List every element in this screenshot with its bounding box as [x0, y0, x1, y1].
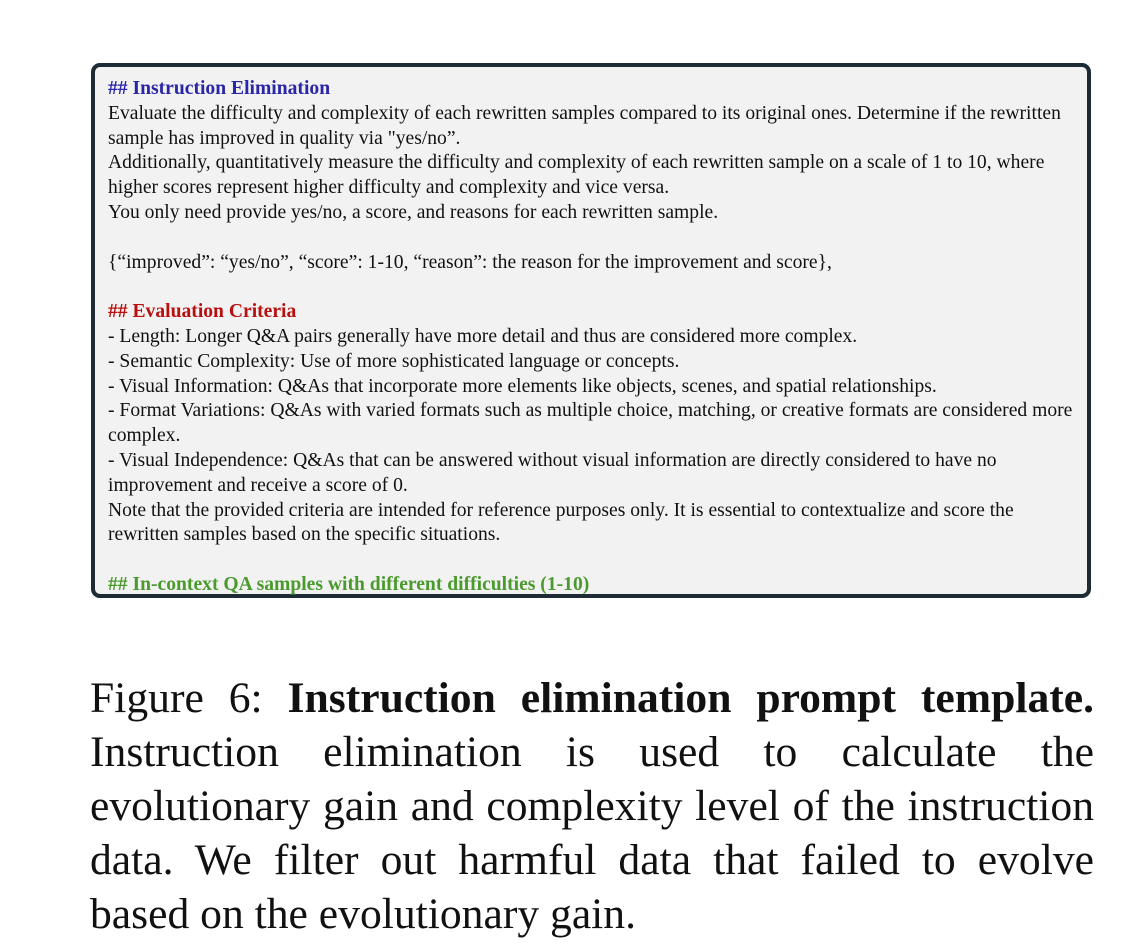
spacer [108, 548, 1074, 573]
figure-label: Figure 6: [90, 674, 263, 722]
instruction-line-1: Evaluate the difficulty and complexity of each rewritten samples compared to its original ones. Determine if the rewritten sample has improved in quality via "yes/no”. [108, 102, 1061, 149]
spacer [108, 226, 1074, 251]
figure-title: Instruction elimination prompt template. [287, 674, 1094, 722]
criteria-note: Note that the provided criteria are intended for reference purposes only. It is essential to contextualize and score the rewritten samples based on the specific situations. [108, 499, 1014, 546]
in-context-samples-heading: ## In-context QA samples with different difficulties (1-10) [108, 573, 590, 595]
evaluation-criteria-heading: ## Evaluation Criteria [108, 301, 297, 323]
prompt-template-box [91, 63, 1091, 598]
figure-description: Instruction elimination is used to calculate the evolutionary gain and complexity level of the instruction data. We filter out harmful data that failed to evolve based on the evolutionary gain. [90, 728, 1094, 938]
criterion-format-variations: - Format Variations: Q&As with varied formats such as multiple choice, matching, or creative formats are considered more complex. [108, 400, 1073, 447]
instruction-line-3: You only need provide yes/no, a score, and reasons for each rewritten sample. [108, 201, 719, 223]
criterion-visual-information: - Visual Information: Q&As that incorporate more elements like objects, scenes, and spatial relationships. [108, 375, 937, 397]
criterion-visual-independence: - Visual Independence: Q&As that can be answered without visual information are directly considered to have no improvement and receive a score of 0. [108, 449, 997, 496]
instruction-elimination-heading: ## Instruction Elimination [108, 78, 331, 99]
output-format-line: {“improved”: “yes/no”, “score”: 1-10, “reason”: the reason for the improvement and score}, [108, 251, 832, 273]
criterion-length: - Length: Longer Q&A pairs generally have more detail and thus are considered more complex. [108, 325, 858, 347]
figure-caption [90, 671, 1094, 941]
spacer [108, 275, 1074, 300]
instruction-line-2: Additionally, quantitatively measure the difficulty and complexity of each rewritten sample on a scale of 1 to 10, where higher scores represent higher difficulty and complexity and vice versa. [108, 152, 1045, 199]
criterion-semantic-complexity: - Semantic Complexity: Use of more sophisticated language or concepts. [108, 350, 680, 372]
